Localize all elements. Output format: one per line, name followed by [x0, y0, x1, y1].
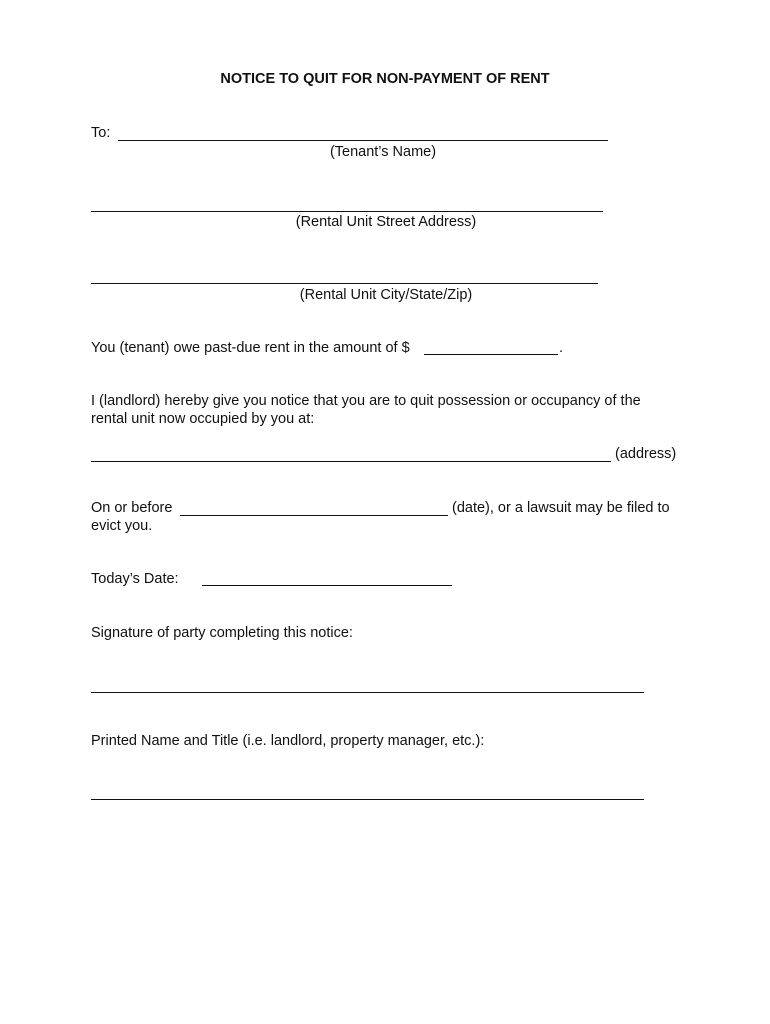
tenant-name-line[interactable] — [118, 140, 608, 141]
todays-date-line[interactable] — [202, 585, 452, 586]
address-caption: (address) — [615, 446, 677, 462]
printed-name-label: Printed Name and Title (i.e. landlord, property manager, etc.): — [91, 733, 485, 749]
document-title: NOTICE TO QUIT FOR NON-PAYMENT OF RENT — [220, 71, 550, 87]
street-address-caption: (Rental Unit Street Address) — [295, 214, 477, 230]
notice-text-line1: I (landlord) hereby give you notice that you are to quit possession or occupancy of the — [91, 393, 641, 409]
date-text-line1: (date), or a lawsuit may be filed to — [452, 500, 670, 516]
city-state-zip-caption: (Rental Unit City/State/Zip) — [299, 287, 473, 303]
signature-line[interactable] — [91, 692, 644, 693]
street-address-line[interactable] — [91, 211, 603, 212]
date-text-line2: evict you. — [91, 518, 153, 534]
signature-label: Signature of party completing this notice: — [91, 625, 353, 641]
past-due-amount-line[interactable] — [424, 354, 558, 355]
occupied-address-line[interactable] — [91, 461, 611, 462]
tenant-name-caption: (Tenant’s Name) — [329, 144, 437, 160]
notice-text-line2: rental unit now occupied by you at: — [91, 411, 315, 427]
quit-date-line[interactable] — [180, 515, 448, 516]
on-before-label: On or before — [91, 500, 173, 516]
past-due-text: You (tenant) owe past-due rent in the amount of $ — [91, 340, 410, 356]
past-due-period: . — [559, 340, 564, 356]
city-state-zip-line[interactable] — [91, 283, 598, 284]
todays-date-label: Today’s Date: — [91, 571, 179, 587]
printed-name-line[interactable] — [91, 799, 644, 800]
to-label: To: — [91, 125, 111, 141]
